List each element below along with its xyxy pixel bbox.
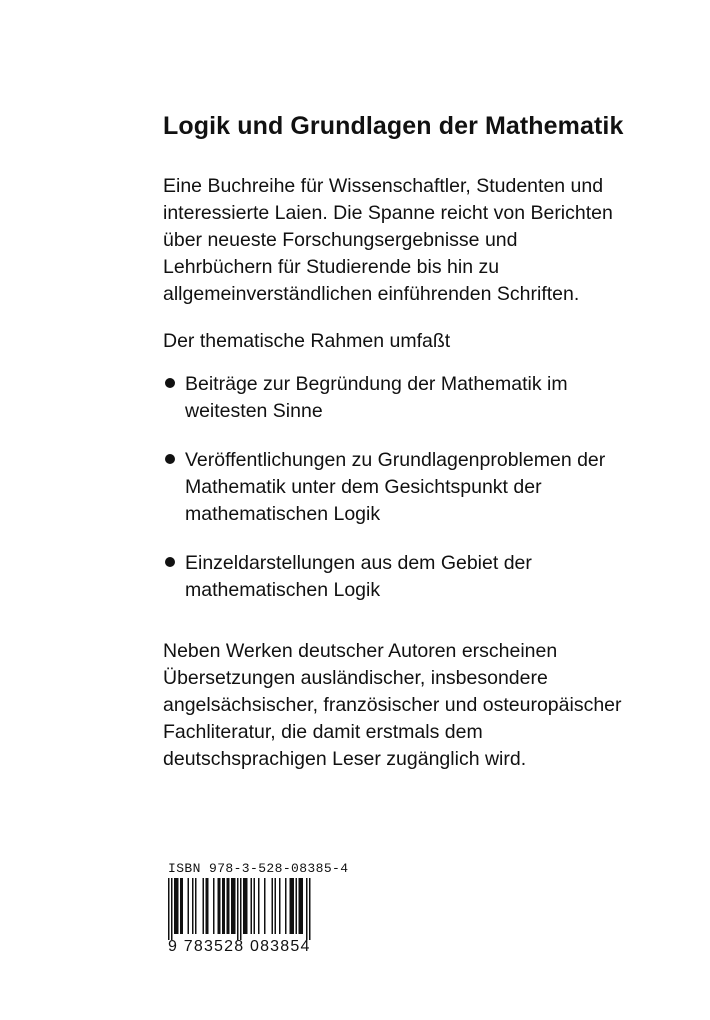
barcode-bar (240, 878, 242, 940)
isbn-barcode (168, 861, 349, 956)
ean-digits: 9 783528 083854 (168, 938, 311, 955)
barcode-bar (233, 878, 235, 934)
isbn-label: ISBN 978-3-528-08385-4 (168, 861, 349, 876)
intro-paragraph (163, 173, 683, 308)
barcode-bar (285, 878, 287, 934)
barcode-bar (293, 878, 295, 934)
barcode-bar (251, 878, 253, 934)
barcode-bar (168, 878, 170, 940)
barcode-bar (299, 878, 301, 934)
barcode-bar (258, 878, 260, 934)
barcode-bar (182, 878, 184, 934)
list-item-line: mathematischen Logik (185, 579, 381, 601)
list-item-line: weitesten Sinne (185, 400, 323, 422)
barcode-bar (272, 878, 274, 934)
closing-line: Fachliteratur, die damit erstmals dem (163, 721, 483, 743)
series-title: Logik und Grundlagen der Mathematik (163, 112, 624, 140)
barcode-bars (168, 878, 314, 940)
list-item-line: mathematischen Logik (185, 503, 381, 525)
barcode-bar (206, 878, 208, 934)
list-item (163, 371, 683, 425)
barcode-bar (234, 878, 236, 934)
barcode-bar (245, 878, 247, 934)
barcode-bar (188, 878, 190, 934)
barcode-bar (302, 878, 304, 934)
barcode-bar (279, 878, 281, 934)
intro-line: interessierte Laien. Die Spanne reicht von Berichten (163, 202, 613, 224)
barcode-bar (237, 878, 239, 940)
barcode-bar (291, 878, 293, 934)
barcode-bar (306, 878, 308, 940)
barcode-bar (290, 878, 292, 934)
barcode-bar (222, 878, 224, 934)
barcode-bar (275, 878, 277, 934)
list-item-line: Beiträge zur Begründung der Mathematik im (185, 373, 568, 395)
barcode-bar (246, 878, 248, 934)
closing-line: deutschsprachigen Leser zugänglich wird. (163, 748, 527, 770)
intro-line: Eine Buchreihe für Wissenschaftler, Studenten und (163, 175, 604, 197)
barcode-bar (264, 878, 266, 934)
barcode-bar (227, 878, 229, 934)
closing-line: Neben Werken deutscher Autoren erscheinen (163, 640, 558, 662)
barcode-bar (224, 878, 226, 934)
scope-lead: Der thematische Rahmen umfaßt (163, 330, 451, 352)
list-item-line: Einzeldarstellungen aus dem Gebiet der (185, 552, 532, 574)
scope-list (163, 371, 683, 604)
bullet-dot-icon (165, 557, 175, 567)
bullet-dot-icon (165, 378, 175, 388)
intro-line: allgemeinverständlichen einführenden Schriften. (163, 283, 580, 305)
barcode-bar (296, 878, 298, 934)
barcode-bar (176, 878, 178, 934)
barcode-bar (192, 878, 194, 934)
closing-paragraph (163, 638, 683, 773)
barcode-bar (213, 878, 215, 934)
barcode-bar (195, 878, 197, 934)
barcode-bar (180, 878, 182, 934)
barcode-bar (254, 878, 256, 934)
barcode-bar (203, 878, 205, 934)
barcode-bar (177, 878, 179, 934)
list-item (163, 447, 683, 528)
intro-line: Lehrbüchern für Studierende bis hin zu (163, 256, 500, 278)
barcode-bar (207, 878, 209, 934)
bullet-dot-icon (165, 454, 175, 464)
closing-line: angelsächsischer, französischer und osteuropäischer (163, 694, 622, 716)
list-item-line: Mathematik unter dem Gesichtspunkt der (185, 476, 542, 498)
barcode-bar (243, 878, 245, 934)
closing-line: Übersetzungen ausländischer, insbesondere (163, 667, 548, 689)
list-item (163, 550, 683, 604)
barcode-bar (174, 878, 176, 934)
barcode-bar (228, 878, 230, 934)
barcode-bar (309, 878, 311, 940)
list-item-line: Veröffentlichungen zu Grundlagenproblemen der (185, 449, 606, 471)
barcode-bar (218, 878, 220, 934)
barcode-bar (231, 878, 233, 934)
barcode-bar (300, 878, 302, 934)
barcode-bar (171, 878, 173, 940)
intro-line: über neueste Forschungsergebnisse und (163, 229, 518, 251)
barcode-bar (219, 878, 221, 934)
